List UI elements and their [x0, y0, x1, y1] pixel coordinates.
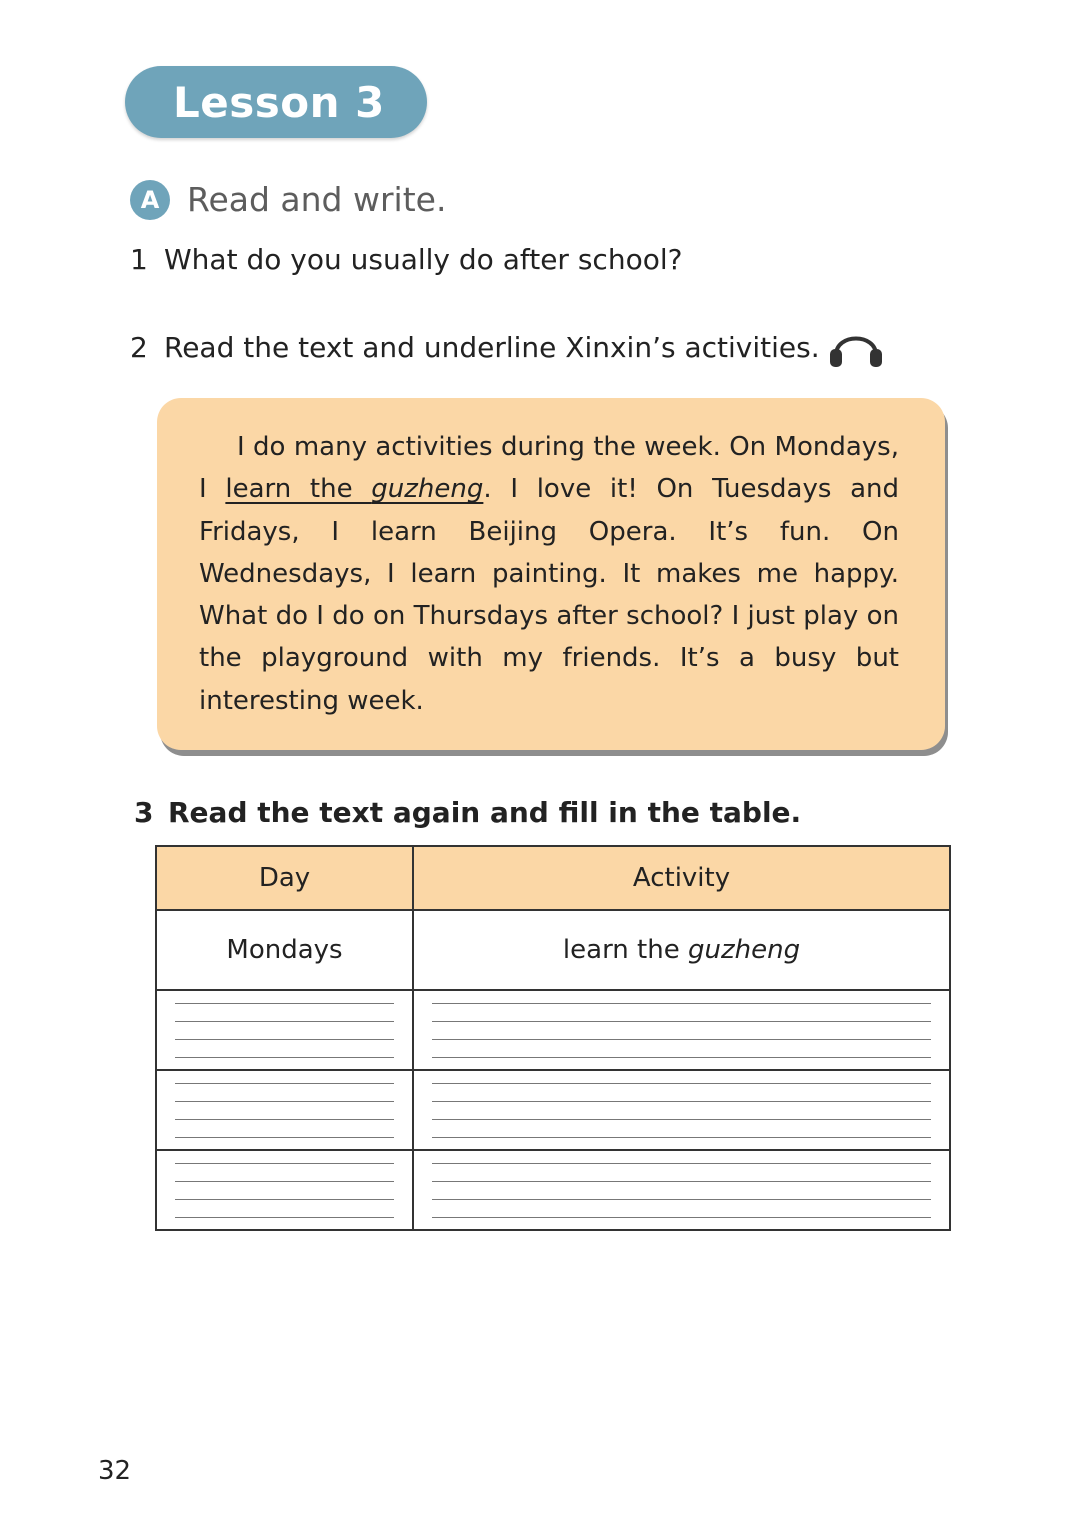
- question-text: What do you usually do after school?: [164, 243, 683, 276]
- table-row-blank: [156, 990, 950, 1070]
- question-2: [130, 330, 820, 366]
- question-number: 3: [134, 796, 154, 829]
- underlined-activity-object: guzheng: [371, 474, 484, 505]
- table-header-row: [156, 846, 950, 910]
- lesson-title: Lesson 3: [173, 78, 385, 127]
- question-text: Read the text again and fill in the table.: [168, 796, 802, 829]
- reading-passage-box: [157, 398, 945, 750]
- headphones-icon[interactable]: [826, 325, 886, 369]
- example-day: Mondays: [156, 910, 413, 990]
- activity-answer-field[interactable]: [413, 990, 950, 1070]
- question-number: 2: [130, 331, 148, 364]
- reading-passage: [199, 426, 899, 722]
- question-3: [134, 795, 801, 831]
- header-day: Day: [156, 846, 413, 910]
- question-1: [130, 242, 682, 278]
- question-text: Read the text and underline Xinxin’s activities.: [164, 331, 820, 364]
- header-activity: Activity: [413, 846, 950, 910]
- activity-table: [155, 845, 951, 1231]
- day-answer-field[interactable]: [156, 990, 413, 1070]
- activity-answer-field[interactable]: [413, 1150, 950, 1230]
- section-title: Read and write.: [187, 180, 447, 219]
- table-row-blank: [156, 1070, 950, 1150]
- table-row-blank: [156, 1150, 950, 1230]
- example-activity-object: guzheng: [687, 935, 801, 965]
- section-letter-badge: A: [130, 180, 170, 220]
- question-number: 1: [130, 243, 148, 276]
- table-row-example: [156, 910, 950, 990]
- underlined-activity: [225, 474, 483, 504]
- day-answer-field[interactable]: [156, 1070, 413, 1150]
- passage-text-rest: . I love it! On Tuesdays and Fridays, I learn Beijing Opera. It’s fun. On Wednesdays, I learn painting. It makes me happy. What do I do on Thursdays after school? I just play on the playground with my friends. It’s a busy but interesting week.: [199, 474, 900, 716]
- lesson-title-banner: [125, 66, 427, 138]
- passage-text-start: I do many activities during the week. On Mondays, I: [199, 432, 899, 505]
- example-activity-verb: learn the: [562, 935, 688, 965]
- underlined-activity-verb: learn the: [225, 474, 372, 505]
- example-activity: [413, 910, 950, 990]
- page-number: 32: [98, 1456, 132, 1486]
- day-answer-field[interactable]: [156, 1150, 413, 1230]
- activity-answer-field[interactable]: [413, 1070, 950, 1150]
